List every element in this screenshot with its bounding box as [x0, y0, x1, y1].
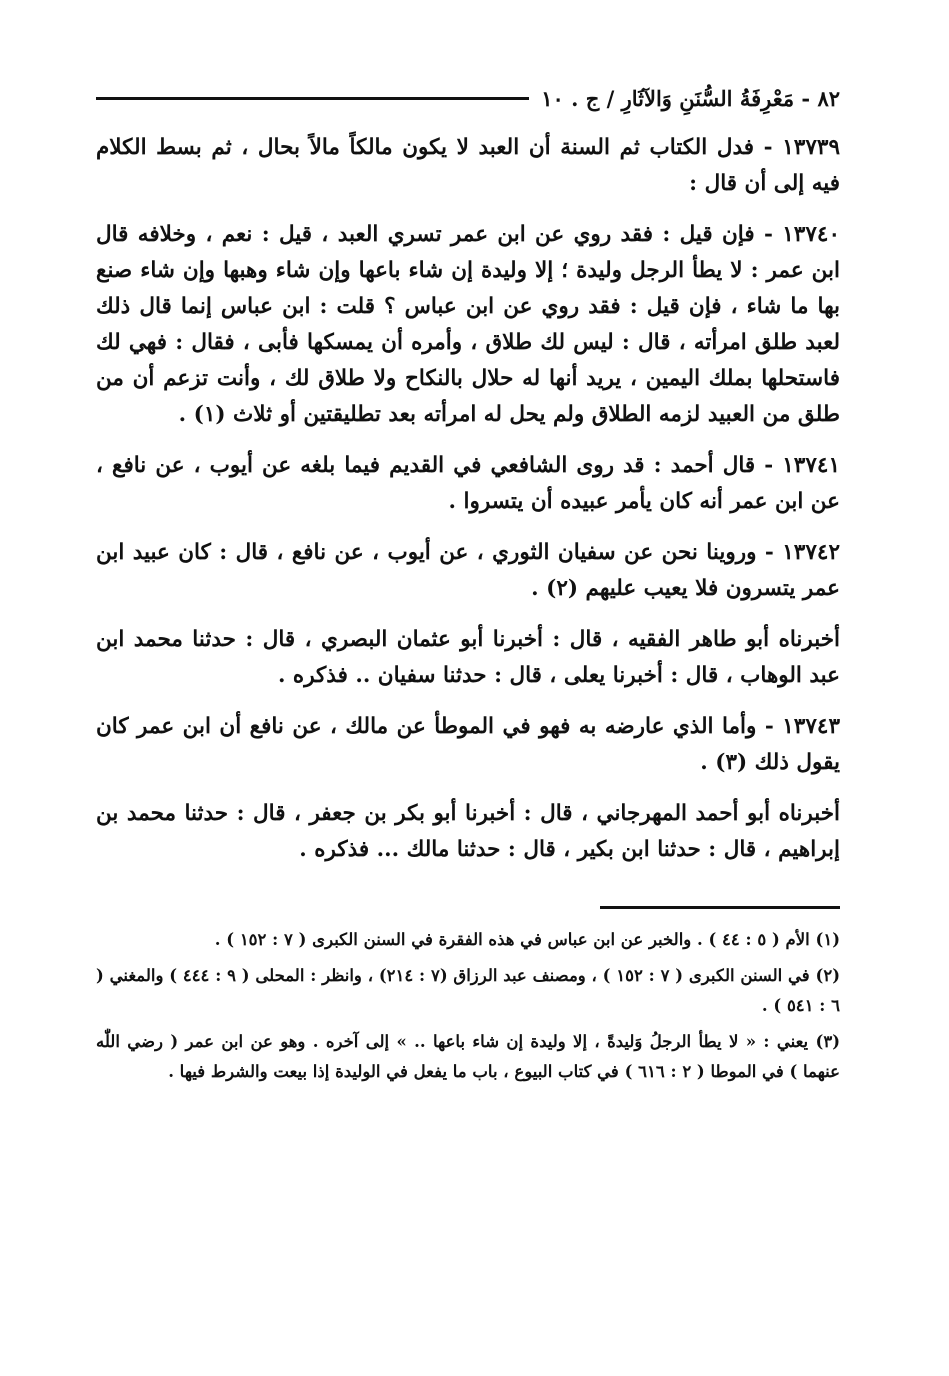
document-page	[96, 78, 840, 1093]
footnote-2: (٢) في السنن الكبرى ( ٧ : ١٥٢ ) ، ومصنف عبد الرزاق (٧ : ٢١٤) ، وانظر : المحلى ( ٩ : ٤٤٤ ) والمغني ( ٦ : ٥٤١ ) .	[96, 966, 840, 1015]
paragraph-13743: ١٣٧٤٣ - وأما الذي عارضه به فهو في الموطأ عن مالك ، عن نافع أن ابن عمر كان يقول ذلك (٣) .	[96, 714, 840, 775]
paragraph-isnad-1: أخبرناه أبو طاهر الفقيه ، قال : أخبرنا أبو عثمان البصري ، قال : حدثنا محمد ابن عبد الوهاب ، قال : أخبرنا يعلى ، قال : حدثنا سفيان .. فذكره .	[96, 627, 840, 688]
footnotes	[96, 925, 840, 1087]
paragraph-13742: ١٣٧٤٢ - وروينا نحن عن سفيان الثوري ، عن أيوب ، عن نافع ، قال : كان عبيد ابن عمر يتسرون فلا يعيب عليهم (٢) .	[96, 540, 840, 601]
page-header	[96, 78, 840, 118]
paragraph-13740: ١٣٧٤٠ - فإن قيل : فقد روي عن ابن عمر تسري العبد ، قيل : نعم ، وخلافه قال ابن عمر : لا يطأ الرجل وليدة ؛ إلا وليدة إن شاء باعها وإن شاء وهبها وإن شاء صنع بها ما شاء ، فإن قيل : فقد روي عن ابن عباس ؟ قلت : ابن عباس إنما قال ذلك لعبد طلق امرأته ، قال : ليس لك طلاق ، وأمره أن يمسكها فأبى ، فقال : فهي لك فاستحلها بملك اليمين ، يريد أنها له حلال بالنكاح ولا طلاق لك ، وأنت تزعم أن من طلق من العبيد لزمه الطلاق ولم يحل له امرأته بعد تطليقتين أو ثلاث (١) .	[96, 222, 841, 427]
running-header-title: ٨٢ - مَعْرِفَةُ السُّنَنِ وَالآثَارِ / ج . ١٠	[541, 85, 840, 111]
footnotes-rule	[600, 906, 840, 909]
paragraph-isnad-2: أخبرناه أبو أحمد المهرجاني ، قال : أخبرنا أبو بكر بن جعفر ، قال : حدثنا محمد بن إبراهيم ، قال : حدثنا ابن بكير ، قال : حدثنا مالك ... فذكره .	[96, 801, 840, 862]
paragraph-13741: ١٣٧٤١ - قال أحمد : قد روى الشافعي في القديم فيما بلغه عن أيوب ، عن نافع ، عن ابن عمر أنه كان يأمر عبيده أن يتسروا .	[96, 453, 840, 514]
header-rule	[96, 97, 529, 100]
footnote-1: (١) الأم ( ٥ : ٤٤ ) . والخبر عن ابن عباس في هذه الفقرة في السنن الكبرى ( ٧ : ١٥٢ ) .	[214, 930, 840, 949]
footnote-3: (٣) يعني : « لا يطأ الرجلُ وَليدةً ، إلا وليدة إن شاء باعها .. » إلى آخره . وهو عن ابن عمر ( رضي اللّٰه عنهما ) في الموطا ( ٢ : ٦١٦ ) في كتاب البيوع ، باب ما يفعل في الوليدة إذا بيعت والشرط فيها .	[96, 1032, 840, 1081]
paragraph-13739: ١٣٧٣٩ - فدل الكتاب ثم السنة أن العبد لا يكون مالكاً مالاً بحال ، ثم بسط الكلام فيه إلى أن قال :	[96, 135, 840, 196]
main-text	[96, 130, 840, 868]
